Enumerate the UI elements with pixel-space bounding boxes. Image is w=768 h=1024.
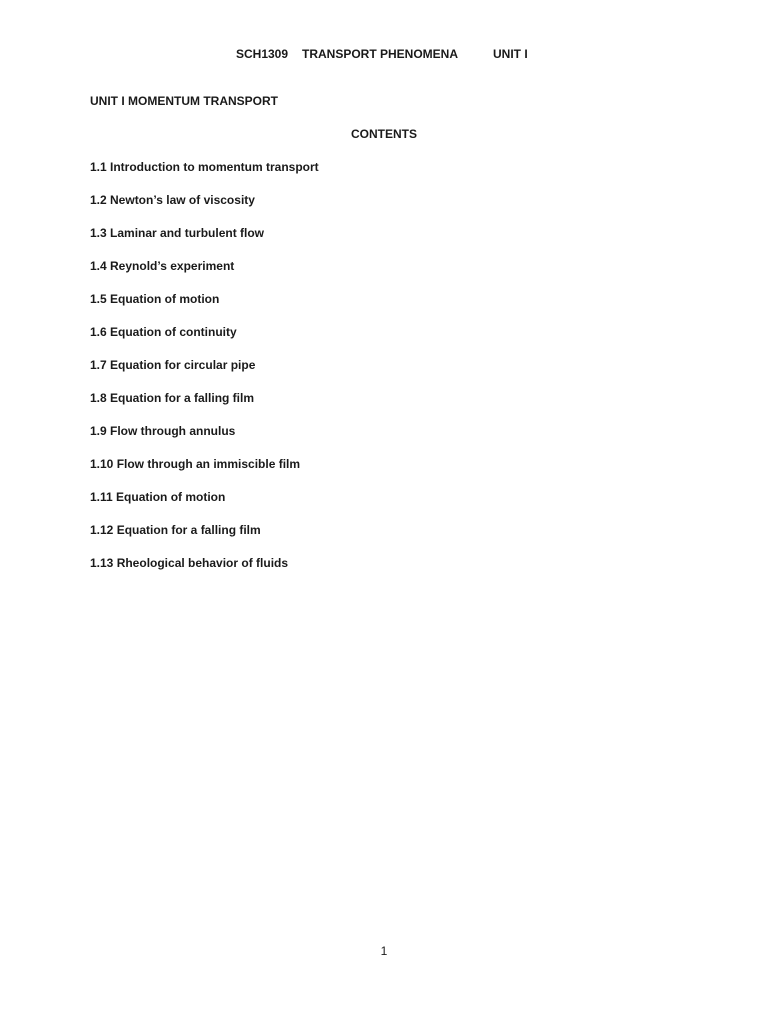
toc-item: 1.4 Reynold’s experiment	[90, 259, 235, 273]
page-number: 1	[380, 944, 388, 958]
toc-item: 1.13 Rheological behavior of fluids	[90, 556, 289, 570]
toc-item: 1.3 Laminar and turbulent flow	[90, 226, 265, 240]
page-header	[0, 47, 768, 65]
course-code: SCH1309	[236, 47, 289, 61]
course-subject: TRANSPORT PHENOMENA	[302, 47, 459, 61]
toc-item: 1.10 Flow through an immiscible film	[90, 457, 301, 471]
toc-item: 1.7 Equation for circular pipe	[90, 358, 256, 372]
unit-title: UNIT I MOMENTUM TRANSPORT	[90, 94, 278, 108]
toc-item: 1.2 Newton’s law of viscosity	[90, 193, 255, 207]
toc-item: 1.12 Equation for a falling film	[90, 523, 261, 537]
toc-item: 1.8 Equation for a falling film	[90, 391, 255, 405]
toc-item: 1.5 Equation of motion	[90, 292, 220, 306]
toc-item: 1.9 Flow through annulus	[90, 424, 236, 438]
contents-heading: CONTENTS	[351, 127, 417, 141]
unit-label: UNIT I	[493, 47, 528, 61]
toc-item: 1.1 Introduction to momentum transport	[90, 160, 319, 174]
toc-item: 1.11 Equation of motion	[90, 490, 226, 504]
toc-item: 1.6 Equation of continuity	[90, 325, 237, 339]
table-of-contents	[90, 160, 319, 589]
